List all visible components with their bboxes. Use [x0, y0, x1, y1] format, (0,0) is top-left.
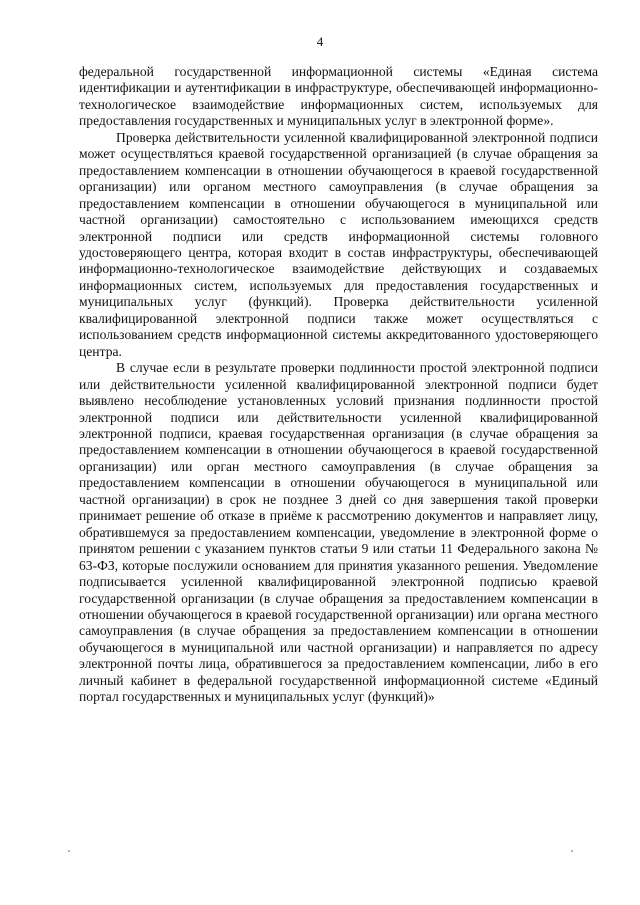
paragraph-continuation: федеральной государственной информационной системы «Единая система идентификации и аутентификации в инфраструктуре, обеспечивающей информационно-технологическое взаимодействие информационных систем, используемых для предоставления государственных и муниципальных услуг в электронной форме».	[79, 64, 598, 129]
page-number: 4	[316, 34, 324, 49]
document-body	[79, 64, 598, 706]
paragraph-signature-verification: Проверка действительности усиленной квалифицированной электронной подписи может осуществляться краевой государственной организацией (в случае обращения за предоставлением компенсации в отношении обучающегося в краевой государственной организации) или органом местного самоуправления (в случае обращения за предоставлением компенсации в отношении обучающегося в муниципальной или частной организации) самостоятельно с использованием имеющихся средств электронной подписи или средств информационной системы головного удостоверяющего центра, которая входит в состав инфраструктуры, обеспечивающей информационно-технологическое взаимодействие действующих и создаваемых информационных систем, используемых для предоставления государственных и муниципальных услуг (функций). Проверка действительности усиленной квалифицированной электронной подписи также может осуществляться с использованием средств информационной системы аккредитованного удостоверяющего центра.	[79, 129, 598, 359]
scan-speck	[68, 850, 70, 852]
paragraph-refusal-notification: В случае если в результате проверки подлинности простой электронной подписи или действительности усиленной квалифицированной электронной подписи будет выявлено несоблюдение установленных условий признания подлинности простой электронной подписи или действительности усиленной квалифицированной электронной подписи, краевая государственная организация (в случае обращения за предоставлением компенсации в отношении обучающегося в краевой государственной организации) или орган местного самоуправления (в случае обращения за предоставлением компенсации в отношении обучающегося в муниципальной или частной организации) в срок не позднее 3 дней со дня завершения такой проверки принимает решение об отказе в приёме к рассмотрению документов и направляет лицу, обратившемуся за предоставлением компенсации, уведомление в электронной форме о принятом решении с указанием пунктов статьи 9 или статьи 11 Федерального закона № 63-ФЗ, которые послужили основанием для принятия указанного решения. Уведомление подписывается усиленной квалифицированной электронной подписью краевой государственной организации (в случае обращения за предоставлением компенсации в отношении обучающегося в краевой государственной организации) или органа местного самоуправления (в случае обращения за предоставлением компенсации в отношении обучающегося в муниципальной или частной организации) и направляется по адресу электронной почты лица, обратившегося за предоставлением компенсации, либо в его личный кабинет в федеральной государственной информационной системе «Единый портал государственных и муниципальных услуг (функций)»	[79, 360, 598, 705]
scan-speck	[571, 850, 573, 852]
